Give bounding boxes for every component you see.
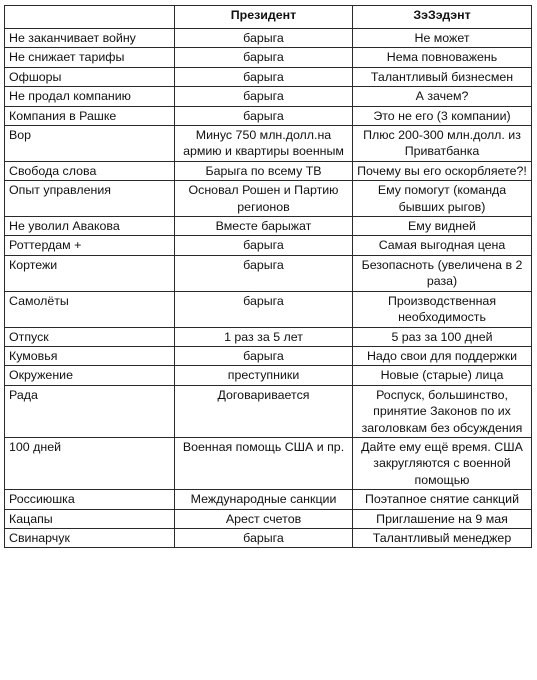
header-topic [5, 6, 175, 29]
president-cell: Минус 750 млн.долл.на армию и квартиры военным [175, 126, 353, 162]
table-row [5, 29, 532, 48]
table-row [5, 181, 532, 217]
president-cell: барыга [175, 29, 353, 48]
topic-cell: Офшоры [5, 67, 175, 86]
topic-cell: Рада [5, 385, 175, 437]
zezedent-cell: Плюс 200-300 млн.долл. из Приватбанка [353, 126, 532, 162]
topic-cell: Не уволил Авакова [5, 217, 175, 236]
topic-cell: Кацапы [5, 509, 175, 528]
topic-cell: Компания в Рашке [5, 106, 175, 125]
president-cell: Барыга по всему ТВ [175, 161, 353, 180]
zezedent-cell: Производственная необходимость [353, 291, 532, 327]
zezedent-cell: Поэтапное снятие санкций [353, 490, 532, 509]
topic-cell: Россиюшка [5, 490, 175, 509]
table-row [5, 87, 532, 106]
president-cell: барыга [175, 87, 353, 106]
topic-cell: Отпуск [5, 327, 175, 346]
zezedent-cell: Талантливый менеджер [353, 528, 532, 547]
table-row [5, 509, 532, 528]
table-row [5, 48, 532, 67]
table-row [5, 437, 532, 489]
table-row [5, 528, 532, 547]
table-row [5, 236, 532, 255]
header-zezedent: ЗэЗэдэнт [353, 6, 532, 29]
president-cell: барыга [175, 255, 353, 291]
topic-cell: Опыт управления [5, 181, 175, 217]
president-cell: барыга [175, 67, 353, 86]
comparison-table-container [4, 5, 531, 548]
president-cell: барыга [175, 48, 353, 67]
topic-cell: Кумовья [5, 346, 175, 365]
topic-cell: Вор [5, 126, 175, 162]
topic-cell: Не продал компанию [5, 87, 175, 106]
topic-cell: Не заканчивает войну [5, 29, 175, 48]
table-row [5, 126, 532, 162]
table-row [5, 366, 532, 385]
zezedent-cell: Надо свои для поддержки [353, 346, 532, 365]
table-row [5, 255, 532, 291]
zezedent-cell: Нема повноважень [353, 48, 532, 67]
header-row [5, 6, 532, 29]
table-row [5, 490, 532, 509]
zezedent-cell: А зачем? [353, 87, 532, 106]
table-body [5, 29, 532, 548]
zezedent-cell: Ему видней [353, 217, 532, 236]
president-cell: Основал Рошен и Партию регионов [175, 181, 353, 217]
topic-cell: Свинарчук [5, 528, 175, 547]
zezedent-cell: Дайте ему ещё время. США закругляются с военной помощью [353, 437, 532, 489]
president-cell: барыга [175, 528, 353, 547]
table-row [5, 161, 532, 180]
topic-cell: 100 дней [5, 437, 175, 489]
zezedent-cell: Талантливый бизнесмен [353, 67, 532, 86]
zezedent-cell: Почему вы его оскорбляете?! [353, 161, 532, 180]
president-cell: Арест счетов [175, 509, 353, 528]
topic-cell: Кортежи [5, 255, 175, 291]
president-cell: Договаривается [175, 385, 353, 437]
topic-cell: Роттердам + [5, 236, 175, 255]
zezedent-cell: Новые (старые) лица [353, 366, 532, 385]
topic-cell: Не снижает тарифы [5, 48, 175, 67]
president-cell: Военная помощь США и пр. [175, 437, 353, 489]
president-cell: барыга [175, 291, 353, 327]
table-row [5, 217, 532, 236]
table-row [5, 291, 532, 327]
table-row [5, 385, 532, 437]
zezedent-cell: Ему помогут (команда бывших рыгов) [353, 181, 532, 217]
president-cell: Вместе барыжат [175, 217, 353, 236]
zezedent-cell: Роспуск, большинство, принятие Законов по их заголовкам без обсуждения [353, 385, 532, 437]
topic-cell: Окружение [5, 366, 175, 385]
topic-cell: Самолёты [5, 291, 175, 327]
table-row [5, 327, 532, 346]
zezedent-cell: Это не его (3 компании) [353, 106, 532, 125]
president-cell: 1 раз за 5 лет [175, 327, 353, 346]
president-cell: барыга [175, 346, 353, 365]
zezedent-cell: Самая выгодная цена [353, 236, 532, 255]
zezedent-cell: Безопасноть (увеличена в 2 раза) [353, 255, 532, 291]
president-cell: Международные санкции [175, 490, 353, 509]
table-row [5, 106, 532, 125]
header-president: Президент [175, 6, 353, 29]
comparison-table [4, 5, 532, 548]
table-row [5, 67, 532, 86]
president-cell: барыга [175, 106, 353, 125]
president-cell: барыга [175, 236, 353, 255]
zezedent-cell: Приглашение на 9 мая [353, 509, 532, 528]
zezedent-cell: 5 раз за 100 дней [353, 327, 532, 346]
president-cell: преступники [175, 366, 353, 385]
zezedent-cell: Не может [353, 29, 532, 48]
topic-cell: Свобода слова [5, 161, 175, 180]
table-row [5, 346, 532, 365]
